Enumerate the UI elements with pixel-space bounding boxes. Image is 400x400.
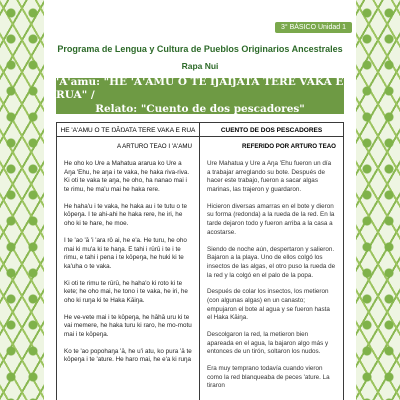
spanish-paragraph: Era muy temprano todavía cuando vieron como la red blanqueaba de peces 'ature. La tiraron [207,365,330,390]
spanish-column [200,123,343,400]
spanish-column-heading: CUENTO DE DOS PESCADORES [200,123,343,137]
spanish-paragraph: Ure Mahatua y Ure a Aŋa 'Ehu fueron un día a trabajar arreglando su bote. Después de hacer este trabajo, fueron a sacar algas marinas, las trajeron y guardaron. [207,160,332,194]
unit-badge: 3° BÁSICO Unidad 1 [275,22,352,33]
program-title: Programa de Lengua y Cultura de Pueblos Originarios Ancestrales [57,44,343,54]
rapanui-paragraph: Ko te 'ao popohaŋa 'ā, he u'i atu, ko pura 'ā te kōpeŋa i te 'ature. He haro mai, he e'a ki ruŋa [64,347,192,364]
decorative-border-left [0,0,44,400]
rapanui-column [57,123,200,400]
spanish-paragraph: Siendo de noche aún, despertaron y salieron. Bajaron a la playa. Uno de ellos colgó los insectos de las algas, el otro puso la rueda de la red y la colgó en el palo de la popa. [207,245,336,279]
rapanui-column-heading: HE 'A'AMU O TE ŊĀŊATA TERE VAKA E RUA [57,123,199,137]
rapanui-column-author: A ARTURO TEAO I 'A'AMU [116,143,192,150]
spanish-paragraph: Hicieron diversas amarras en el bote y dieron su forma (redonda) a la rueda de la red. En la tarde dejaron todo y fueron arriba a la casa a acostarse. [207,202,335,236]
spanish-paragraph: Después de colar los insectos, los metieron (con algunas algas) en un canasto; empujaron el bote al agua y se fueron hasta el Haka Kāiŋa. [207,288,330,322]
decorative-border-right [356,0,400,400]
rapanui-paragraph: Ki oti te rimu te rūrū, he haha'o ki roto ki te kete; he oho mai, he tono i te vaka, he iri, he oho ki ruŋa ki te Haka Kāiŋa. [64,279,188,304]
bilingual-text-table [56,122,344,400]
spanish-column-author: REFERIDO POR ARTURO TEAO [242,143,336,150]
rapanui-paragraph: He ve-vete mai i te kōpeŋa, he hāhā uru ki te vai memere, he haka turu ki raro, he mo-motu mai i te kōpeŋa. [64,313,192,338]
spanish-paragraph: Descolgaron la red, la metieron bien apareada en el agua, la bajaron algo más y entonces de un tirón, soltaron los nudos. [207,331,329,356]
banner-title-rapanui: 'A'amu: "HE 'A'AMU O TE ŊĀŊATA TERE VAKA E RUA" / [56,76,344,102]
subject-title: Rapa Nui [181,61,219,71]
banner-title-spanish: Relato: "Cuento de dos pescadores" [95,102,305,115]
rapanui-paragraph: He haha'u i te vaka, he haka au i te tutu o te kōpeŋa. I te ahi-ahi he haka rere, he iri, he oho ki te hare, he moe. [64,202,188,228]
story-title-banner [56,78,344,114]
rapanui-paragraph: I te 'ao 'ā 'i 'ara rō ai, he e'a. He turu, he oho mai ki mu'a ki te haŋa. E tahi i rūrū i te i te rimu, e tahi i pena i te kōpeŋa, he huki ki te ka'uha o te vaka. [64,236,187,270]
rapanui-paragraph: He oho ko Ure a Mahatua ararua ko Ure a Aŋa 'Ehu, he aŋa i te vaka, he haka riva-riva. Ki oti te vaka te aŋa, he oho, ha nanao mai i te rimu, he ma'u mai he haka rere. [64,160,190,194]
